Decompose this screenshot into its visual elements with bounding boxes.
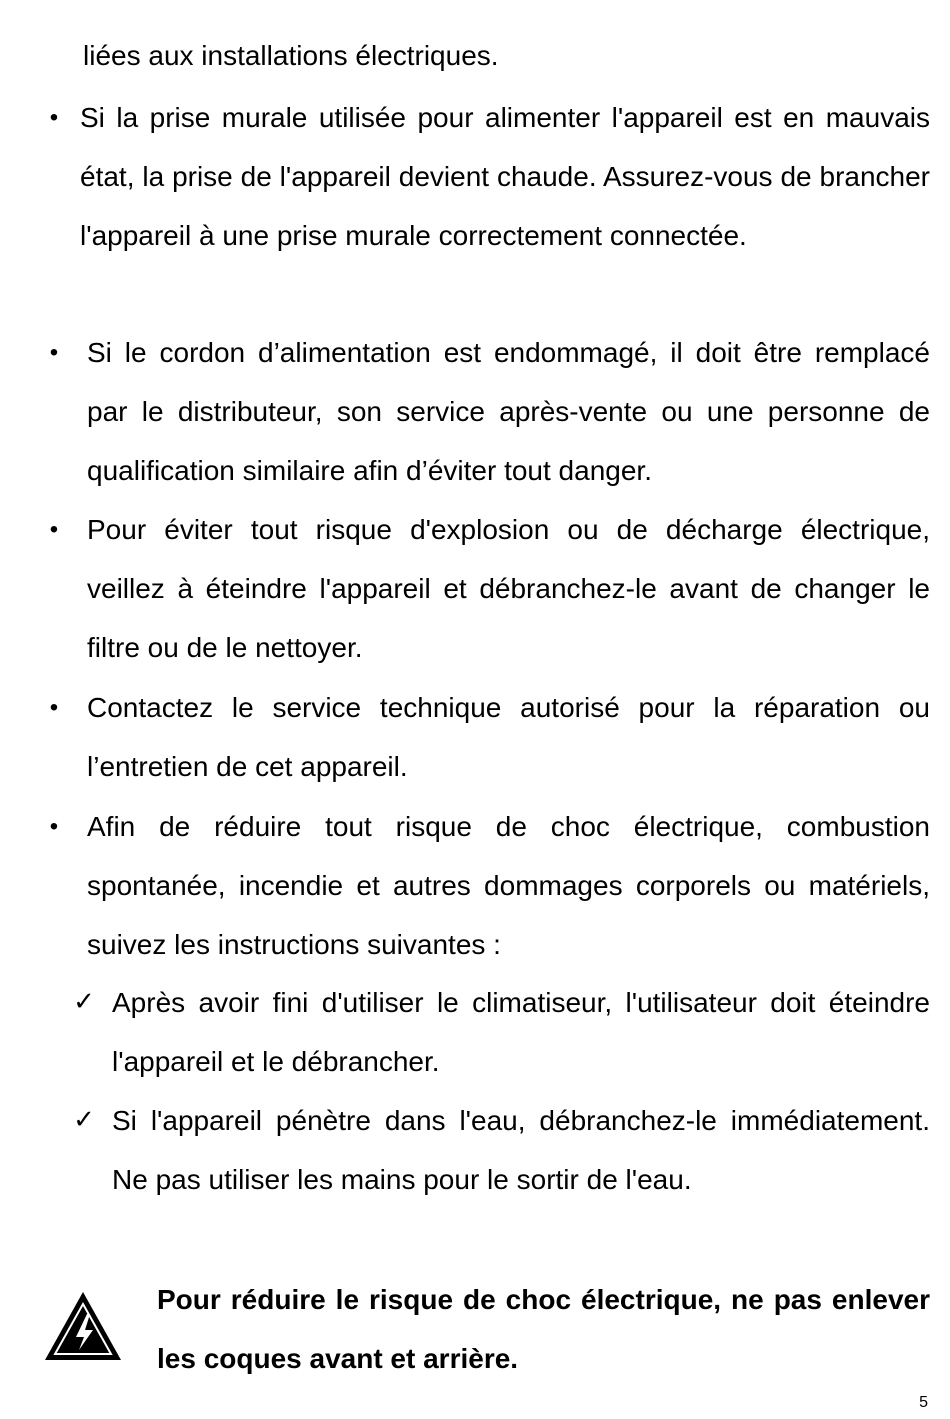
check-item-2: Si l'appareil pénètre dans l'eau, débranchez-le immédiatement. Ne pas utiliser les mains pour le sortir de l'eau. [112,1105,930,1195]
bullet-item-5: Afin de réduire tout risque de choc électrique, combustion spontanée, incendie et autres dommages corporels ou matériels, suivez les instructions suivantes : [87,811,930,960]
bullet-icon: • [49,104,59,131]
bullet-item-3: Pour éviter tout risque d'explosion ou de décharge électrique, veillez à éteindre l'appareil et débranchez-le avant de changer le filtre ou de le nettoyer. [87,514,930,663]
check-item-1: Après avoir fini d'utiliser le climatiseur, l'utilisateur doit éteindre l'appareil et le débrancher. [112,987,930,1077]
electric-hazard-triangle-icon [43,1290,123,1362]
page-number: 5 [919,1394,928,1411]
warning-text: Pour réduire le risque de choc électrique, ne pas enlever les coques avant et arrière. [157,1284,930,1374]
bullet-icon: • [49,694,59,721]
bullet-item-4: Contactez le service technique autorisé pour la réparation ou l’entretien de cet appareil. [87,692,930,782]
bullet-item-1: Si la prise murale utilisée pour alimenter l'appareil est en mauvais état, la prise de l'appareil devient chaude. Assurez-vous de brancher l'appareil à une prise murale correctement connectée. [80,102,930,251]
bullet-icon: • [49,516,59,543]
checkmark-icon: ✓ [73,987,95,1017]
continuation-text: liées aux installations électriques. [83,40,499,71]
bullet-item-2: Si le cordon d’alimentation est endommagé, il doit être remplacé par le distributeur, son service après-vente ou une personne de qualification similaire afin d’éviter tout danger. [87,337,930,486]
bullet-icon: • [49,813,59,840]
bullet-icon: • [49,339,59,366]
checkmark-icon: ✓ [73,1105,95,1135]
